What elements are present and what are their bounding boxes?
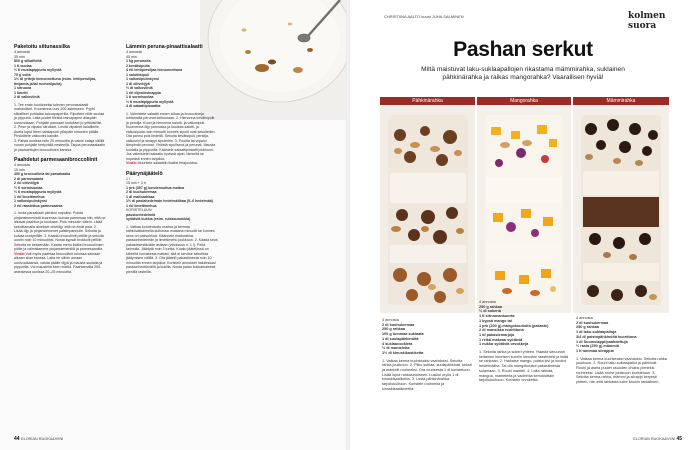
magazine-name: GLORIAN RUOKA&VIINI [632, 437, 676, 441]
ingredient: ½ tl sormisuolaa [14, 185, 43, 190]
recipe-title: Paketoitu siitunassilka [14, 44, 70, 50]
ingredient: 2 dl kuohukermaa [126, 190, 157, 194]
ingredient: 2 rkl oliiviöljyä [14, 181, 39, 185]
ingredient: 1 nukka syötäviä orvokkeja [479, 342, 529, 347]
page-number: 44 [14, 436, 20, 442]
section-label: kolmen suora [628, 11, 666, 31]
method-text: 1. Irrota parsakaali pieniksi nupuiksi. Poista pinjansiemenistä kuorensa, kuivaa parmesaa niin, että ne alkavat paahtua ja kuokaan. Pois minuutin välein. Lisää sekoittamalla ainekset oliiviöljy, että ne eivät pala. 2. Lisää öljy ja pinjansiemenet paistinpannulle. Sekoita ja kuivaa uunipellille. 3. Kaada broccoliinit pellille ja sekoita uuniin noin 10 minuutiksi. Nosta kypsät brokkolit pellille. Sekoita ne keskenään. Kaada mehu lisäksi broccoliinien pöille ja valmistamme pinjansiemenillä ja parmesaanilla. [14, 211, 106, 251]
ingredient: 3/4 dl paistopähkinöitä kuorittuna [576, 334, 637, 339]
recipe-peruna [126, 44, 218, 274]
tip-label: Vinkki [126, 161, 137, 165]
recipe-siika [14, 44, 106, 274]
method-step: 1. Tee ensin kuokkeeksi tulevan perunasalaatti mahdolliset. Kuumenna uuni 200 asteeseen. Pyyhi siikafileet puhtaiksi talouspaperilla. Ripottele niille suolaa ja pippuria. Laita puolet fileistä rasvapaperi alaspäin uunivuokaan. Pohjalle pannaan kudokset jo yrttikiisiiiisi. [14, 102, 105, 125]
ingredient: 1 kg perunoita [126, 59, 151, 63]
recipe-title: Päärynäjäätelö [126, 170, 163, 177]
method-text: 1. Vatkaa kerma kuohkeaksi vaahdoksi. Sekoita rahka joukkoon. 2. Rouhi laku-suklaapallot ja pähkinät. Rouhi ja aseta puolet osuuden ohuksi pieneksi rouheeksi. Lisää rouhe joukkoon koristeluun. 3. Sekoita kerma-rahka, mämmi ja siirappi keryesti yhteen, niin että rahkasta tulee kaunin raidallinen. [576, 356, 667, 385]
ingredient: 1 tl tummaa siirappia [576, 348, 614, 353]
ingredient: 4 rkl lehtipersiljaa hienonnettuna [126, 68, 183, 72]
method-text: 1. Vatkaa kerma kuohkeaksi vaahdoksi. Sekoita rahka joukkoon. 2. Pilko suklaa, suolapähkinät, keksit ja mantelit rouheeksi. Ota rouheesta 1 dl koristeluun. Lisää loput rahkaseokseen. Lusikoi myös 1 dl kinuskikastiketta. 3. Lusta pähkinärahka tarjoilukulhoon. Koristele rouheella ja kinuskikastikkeella. [382, 358, 472, 391]
mangorahka-recipe [479, 300, 569, 383]
ingredient: 1 valkosipulinkynsi [126, 77, 159, 81]
tip-label: Vinkki [14, 251, 25, 256]
page-subtitle: Miltä maistuvat laku-suklaapallojen rikastama mämmirahka, suklainen pähkinärahka ja raikas mangorahka? Vaarallisen hyviä! [421, 66, 625, 82]
ingredient-list [126, 59, 218, 109]
ingredient: 800 g siikafileitä [14, 59, 42, 63]
ingredient: 2 dl mansikka rouhittuna [479, 328, 524, 333]
garnish-list [126, 213, 218, 222]
tip-text: Muuntele salaattiin lisäksi fetajuustoa. [137, 161, 198, 165]
right-footer [633, 436, 682, 442]
mammirahka-recipe [576, 316, 668, 385]
garnish-item: passionhedelmiä [126, 212, 156, 217]
ingredient: 100 g tummaa suklaata [382, 332, 424, 337]
column-header-mammirahka: Mämmirahka [573, 97, 669, 105]
servings: 4 annosta [126, 50, 142, 54]
time: 35 min [14, 54, 25, 59]
ingredient: ½ rasia (250 g) mämmiä [576, 344, 619, 349]
pahkinarahka-photo [380, 105, 475, 313]
ingredient-list [382, 323, 472, 356]
method-text: 1. Sekoita rahka ja sokeri yhteen. Raasta sitruunan keltainen kuorisen kuoriin hienoksi raasteeksi ja lisää se rahkaan. 2. Halkaise mango, poista kivi ja kuutioi hedelmäliha. Tai ota mangokuutiot pakastimesta sulamaan. 3. Rouhi manteli. 4. Laita rahkaa, mangoa, manteleita ja vadelmia kerroksittain tarjoilukulhoon. Koristele orvokeilla. [479, 350, 569, 383]
recipe-title: Lämmin peruna-pinaattisalaatti [126, 44, 203, 50]
ingredient: ½ tl mustapippuria myllystä [14, 68, 62, 72]
mangorahka-photo [477, 105, 571, 313]
ingredient: 2 dl kuohukermaa [576, 320, 609, 325]
ingredient: 250 g rahkaa [576, 325, 600, 330]
tip-text: Voit myös paahtaa broccoliinit uunissa samaan aikaan siian kanssa. Laita ne silloin omaan uunivuokaansa, valuta päälle öljyä ja mausta suolalla ja pippurilla. Voi maustella luten edellä. Paahtamalla 200-asteisessa uunissa 20–25 minuuttia. [14, 251, 103, 274]
ingredient: 2 dl kuohukermaa [382, 322, 415, 327]
ingredient-list [576, 321, 668, 354]
ingredient: ½ dl sokeria [479, 309, 501, 314]
ingredient: 1 dl maitorahkaa [126, 194, 155, 199]
ingredient: 4 suklaacookieta [382, 341, 413, 346]
method-text: 1. Valmistele salaatti ennen siikaa ja broccolineja lohtamalla perunat keihumaan. 2. Hienonna kevätsipulit ja persilja. Kuori ja hienonna salotti- ja valkosipuli. Kuumenna öljy pannussa ja kuullota salotti- ja valkosipulia noin minuutti kunnes sipulit ovat sekoitellen. Ota pannu pois liedeltä. Sekoita kevätsipuli, persilja, valkoviini ja sinappi sipuleihin. 3. Puolita tai viipaloi lämpimät perunat. Yhdistä sipuliseos ja perunat. Mausta suolalla ja pippurilla. Kääntele salaattipinaatti joukkoon. Jos valmistelet salaatin hyvissä ajoin, lämmitä se nopeasti ennen tarjoilua. [126, 111, 216, 161]
time: 15 min + 3 h [126, 181, 146, 185]
column-header-mangorahka: Mangorahka [477, 97, 571, 105]
ingredient: 1½ dl yrttejä hienonnettuna (esim. lehtipersiljaa, timjamia ja/tai ruohosipulia) [14, 77, 97, 86]
ingredient: ½ tl mustapippuria myllystä [14, 190, 62, 194]
ingredient: 1 salottisipuli [126, 72, 149, 77]
ingredient: 1 tl sormisuolaa [126, 95, 154, 99]
column-header-pahkinarahka: Pähkinärahka [380, 97, 475, 105]
pahkinarahka-recipe [382, 318, 472, 392]
yogurt-bowl-photo [200, 0, 346, 120]
method-text: 1. Vatkaa kondensoitu maitoa ja kermaa sähkövatkaimella kulhossa mustana minuutti tai kunnes seos on paksuhkoa. Käännele maitorahka, passionhedelmän ja limettimehu joukkoon. 2. Kaada seos pakastekestävään astiaan (vetoisuus n. 1 l). Peitä kelmulla. Jäädytä noin 3 tuntia. Kuaku jäätelössä on kiinteitä korvakesia matiasi, sitä ei tarvitse sekoittaa jäätymisen välillä. 3. Ota jäätelö pakastimesta noin 10 minuuttia ennen tarjoilua. Koristele annokset halutessasi passionhedelmällä ja kukilla. Nosta palan kukkamaisesti pienillä rasteilla. [126, 224, 218, 274]
ingredient: 2 dl parmesaania [14, 176, 44, 181]
servings: 4 annosta [576, 316, 593, 320]
servings: 4 annosta [14, 50, 30, 54]
yield: 1 l [126, 176, 130, 181]
garnish-label: KORISTELUUN [126, 208, 152, 212]
ingredient: 1 prk (397 g) kondensoitua maitoa [126, 185, 185, 190]
ingredient: 250 g rahkaa [382, 327, 406, 332]
ingredient: 2 kevätsipulia [126, 63, 150, 68]
garnish-item: syötäviä kukkia (esim. ruiskaunokkia) [126, 217, 191, 221]
method-step: 3. Paista uunissa noin 20 minuuttia ja valele kalaja välillä vuoan pohjalle kertyvällä nesteellä. Tarjoa perunasalaatin ja paahdettujen broccolinien kanssa. [14, 138, 106, 152]
ingredient: 1 prk (200 g) mangokuutioita (pakaste) [479, 323, 549, 328]
ingredient: 1 tl sitruunankuorta [479, 314, 515, 319]
ingredient: 1 rkl limettimehua [14, 194, 45, 199]
ingredient-list [14, 59, 106, 100]
ingredient: 1½ dl pasiahedelmän hedelmälihaa (5–6 hedelmää) [126, 199, 213, 203]
ingredient: 1 dl laku-suklaapalloja [576, 330, 617, 335]
ingredient-list [479, 305, 569, 347]
ingredient: 1 sitruuna [14, 86, 32, 90]
left-footer [14, 436, 63, 442]
ingredient: 1 rkl limettimehua [126, 203, 157, 208]
right-page [350, 0, 696, 450]
method-step: 2. Pese ja viipaloi sitrukset. Levitä viipaleet kalafileille. Aseta loput fileet nahkapuoli ylöspäin sitrusten päälle. Pirskottele valkoviini kaloille. [14, 125, 100, 138]
left-page [0, 0, 346, 450]
page-number: 45 [676, 436, 682, 442]
photo-credit: CHRISTIINA AALTO kuvat JUHA SALMINEN [384, 14, 464, 19]
page-title: Pashan serkut [453, 38, 593, 61]
ingredient: ½ dl valkoviiniä [126, 86, 153, 90]
ingredient: 1 dl Suomulappi/paahdettuja [576, 339, 628, 344]
ingredient: 1 limetti [14, 90, 28, 95]
ingredient-list [126, 186, 218, 209]
ingredient: 1 rkl dijoninsinappia [126, 90, 161, 95]
ingredient: 1 dl pakastemarjoja [479, 332, 515, 337]
time: 15 min [14, 167, 25, 172]
ingredient: 2 rkl raastettua parmesaania [14, 203, 63, 208]
ingredient: 1 dl suolapähkinöitä [382, 336, 419, 341]
ingredient: 1 tl suolaa [14, 63, 32, 68]
ingredient: 250 g rahkaa [479, 304, 503, 309]
time: 40 min [126, 54, 137, 59]
ingredient: 1 kypsä mango tai [479, 318, 512, 323]
ingredient: ½ dl manteleita [382, 346, 410, 351]
ingredient: 400 g broccoliinia tai parsakaalia [14, 172, 71, 176]
ingredient: 2 dl valkoviiniä [14, 95, 40, 99]
ingredient: 75 g voita [14, 72, 31, 77]
recipe-title: Paahdetut parmesaanibroccoliinit [14, 157, 98, 163]
servings: 4 annosta [14, 163, 30, 167]
ingredient: 1 reikä makeaa syötäviä [479, 337, 523, 342]
ingredient: 1 dl oliiviöljyä [126, 81, 150, 86]
ingredient: 4 dl salaattipinaattia [126, 104, 161, 108]
ingredient: 1 valkosipulinkynsi [14, 199, 47, 203]
ingredient: 1½ dl kinuskikastiketta [382, 350, 424, 355]
servings: 4 annosta [479, 300, 496, 304]
magazine-name: GLORIAN RUOKA&VIINI [20, 437, 64, 441]
ingredient: ½ tl mustapippuria myllystä [126, 99, 174, 104]
ingredient-list [14, 172, 106, 208]
mammirahka-photo [573, 105, 669, 313]
servings: 4 annosta [382, 318, 399, 322]
